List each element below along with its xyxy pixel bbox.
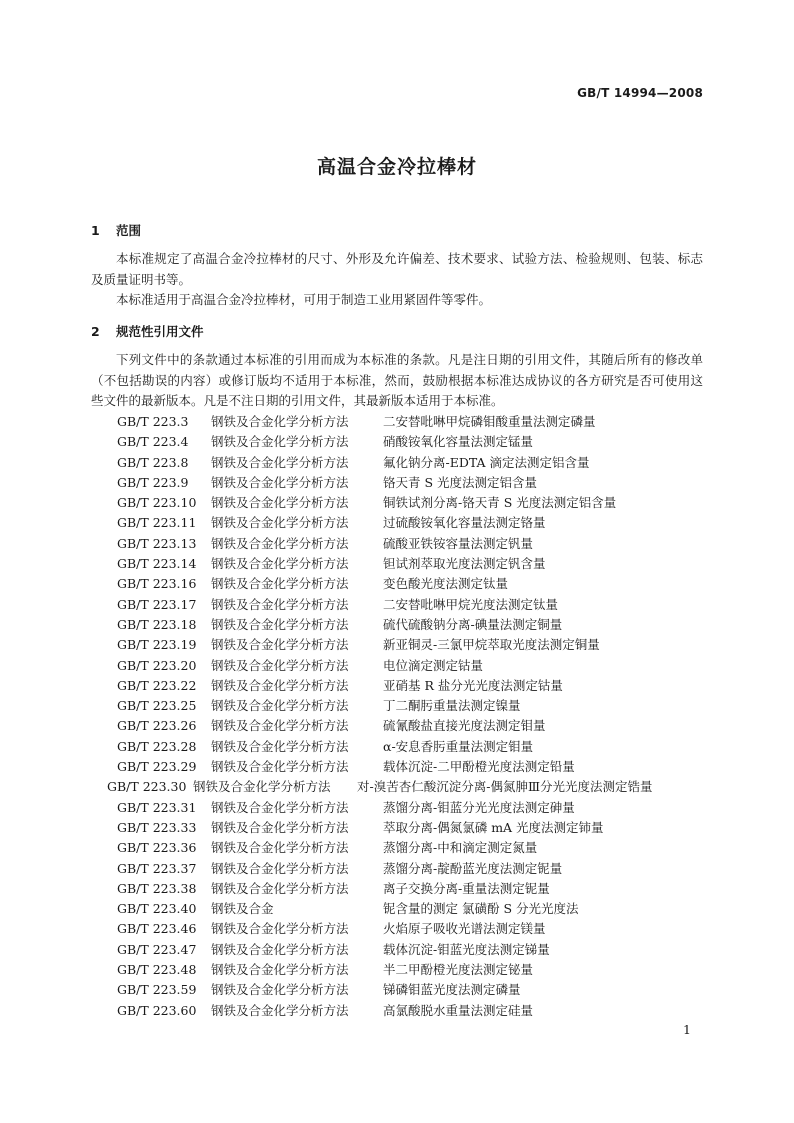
section-1-paragraph-1: 本标准规定了高温合金冷拉棒材的尺寸、外形及允许偏差、技术要求、试验方法、检验规则、包装、标志及质量证明书等。	[91, 251, 703, 287]
reference-method: 硝酸铵氧化容量法测定锰量	[383, 434, 534, 450]
reference-category: 钢铁及合金化学分析方法	[211, 474, 349, 490]
reference-category: 钢铁及合金化学分析方法	[211, 495, 349, 511]
reference-category: 钢铁及合金化学分析方法	[211, 434, 349, 450]
reference-method: 钽试剂萃取光度法测定钒含量	[383, 556, 546, 572]
reference-item	[117, 899, 717, 919]
reference-list	[107, 412, 717, 1021]
reference-item	[117, 980, 717, 1000]
reference-category: 钢铁及合金化学分析方法	[211, 698, 349, 714]
reference-category: 钢铁及合金化学分析方法	[211, 576, 349, 592]
reference-code: GB/T 223.3	[117, 414, 189, 429]
reference-item	[117, 615, 717, 635]
reference-method: 离子交换分离-重量法测定铌量	[383, 880, 550, 896]
reference-code: GB/T 223.18	[117, 616, 197, 632]
reference-item	[117, 574, 717, 594]
reference-code: GB/T 223.20	[117, 657, 197, 673]
reference-method: 丁二酮肟重量法测定镍量	[383, 698, 521, 714]
reference-item	[117, 493, 717, 513]
reference-item	[117, 737, 717, 757]
section-2-number: 2	[91, 324, 100, 339]
reference-method: 载体沉淀-二甲酚橙光度法测定铅量	[383, 759, 575, 775]
reference-code: GB/T 223.33	[117, 819, 197, 835]
reference-code: GB/T 223.30	[107, 779, 187, 795]
reference-item	[117, 1001, 717, 1021]
reference-item	[107, 777, 717, 797]
reference-item	[117, 513, 717, 533]
reference-code: GB/T 223.4	[117, 434, 189, 450]
reference-method: 新亚铜灵-三氯甲烷萃取光度法测定铜量	[383, 637, 600, 653]
reference-method: 硫酸亚铁铵容量法测定钒量	[383, 535, 534, 551]
document-title: 高温合金冷拉棒材	[316, 156, 477, 178]
reference-category: 钢铁及合金化学分析方法	[211, 1002, 349, 1018]
reference-item	[117, 696, 717, 716]
reference-item	[117, 676, 717, 696]
reference-method: 铌含量的测定 氯磺酚 S 分光光度法	[383, 901, 579, 917]
reference-category: 钢铁及合金化学分析方法	[211, 677, 349, 693]
reference-category: 钢铁及合金化学分析方法	[211, 414, 349, 429]
reference-item	[117, 818, 717, 838]
reference-item	[117, 716, 717, 736]
reference-method: 二安替吡啉甲烷光度法测定钛量	[383, 596, 559, 612]
reference-method: 锑磷钼蓝光度法测定磷量	[383, 982, 521, 998]
reference-category: 钢铁及合金化学分析方法	[211, 454, 349, 470]
reference-category: 钢铁及合金化学分析方法	[211, 637, 349, 653]
reference-code: GB/T 223.25	[117, 698, 197, 714]
reference-category: 钢铁及合金化学分析方法	[211, 921, 349, 937]
reference-method: 电位滴定测定钴量	[383, 657, 484, 673]
standard-code: GB/T 14994—2008	[577, 86, 703, 100]
reference-category: 钢铁及合金化学分析方法	[211, 515, 349, 531]
reference-method: 半二甲酚橙光度法测定铋量	[383, 962, 534, 978]
reference-category: 钢铁及合金化学分析方法	[211, 962, 349, 978]
reference-method: 硫代硫酸钠分离-碘量法测定铜量	[383, 616, 563, 632]
section-1-paragraph-2: 本标准适用于高温合金冷拉棒材，可用于制造工业用紧固件等零件。	[116, 292, 492, 307]
reference-category: 钢铁及合金化学分析方法	[211, 616, 349, 632]
reference-item	[117, 656, 717, 676]
reference-code: GB/T 223.13	[117, 535, 197, 551]
reference-item	[117, 757, 717, 777]
reference-method: 二安替吡啉甲烷磷钼酸重量法测定磷量	[383, 414, 596, 429]
reference-code: GB/T 223.47	[117, 941, 197, 957]
reference-method: 蒸馏分离-中和滴定测定氮量	[383, 840, 538, 856]
reference-category: 钢铁及合金化学分析方法	[211, 941, 349, 957]
reference-code: GB/T 223.38	[117, 880, 197, 896]
reference-code: GB/T 223.31	[117, 799, 197, 815]
reference-method: 铜铁试剂分离-铬天青 S 光度法测定铝含量	[383, 495, 617, 511]
reference-method: α-安息香肟重量法测定钼量	[383, 738, 534, 754]
reference-method: 过硫酸铵氧化容量法测定铬量	[383, 515, 546, 531]
reference-code: GB/T 223.59	[117, 982, 197, 998]
section-2-paragraph-1: 下列文件中的条款通过本标准的引用而成为本标准的条款。凡是注日期的引用文件，其随后所有的修改单（不包括勘误的内容）或修订版均不适用于本标准，然而，鼓励根据本标准达成协议的各方研究是否可使用这些文件的最新版本。凡是不注日期的引用文件，其最新版本适用于本标准。	[91, 352, 703, 408]
reference-code: GB/T 223.22	[117, 677, 197, 693]
reference-code: GB/T 223.28	[117, 738, 197, 754]
reference-code: GB/T 223.10	[117, 495, 197, 511]
reference-item	[117, 798, 717, 818]
section-1-heading	[91, 221, 141, 239]
reference-item	[117, 635, 717, 655]
reference-category: 钢铁及合金化学分析方法	[211, 840, 349, 856]
reference-code: GB/T 223.37	[117, 860, 197, 876]
reference-item	[117, 554, 717, 574]
reference-category: 钢铁及合金化学分析方法	[211, 535, 349, 551]
reference-item	[117, 879, 717, 899]
reference-category: 钢铁及合金化学分析方法	[211, 596, 349, 612]
reference-category: 钢铁及合金化学分析方法	[211, 657, 349, 673]
reference-item	[117, 960, 717, 980]
reference-method: 蒸馏分离-靛酚蓝光度法测定铌量	[383, 860, 563, 876]
reference-method: 载体沉淀-钼蓝光度法测定锑量	[383, 941, 550, 957]
reference-method: 火焰原子吸收光谱法测定镁量	[383, 921, 546, 937]
reference-method: 铬天青 S 光度法测定铝含量	[383, 474, 538, 490]
section-1-title: 范围	[116, 223, 142, 238]
reference-category: 钢铁及合金化学分析方法	[211, 982, 349, 998]
reference-code: GB/T 223.46	[117, 921, 197, 937]
reference-category: 钢铁及合金化学分析方法	[211, 799, 349, 815]
reference-method: 硫氰酸盐直接光度法测定钼量	[383, 718, 546, 734]
page-number: 1	[683, 1022, 691, 1037]
reference-category: 钢铁及合金化学分析方法	[211, 759, 349, 775]
reference-code: GB/T 223.9	[117, 474, 189, 490]
reference-code: GB/T 223.11	[117, 515, 197, 531]
reference-category: 钢铁及合金化学分析方法	[211, 556, 349, 572]
section-2-title: 规范性引用文件	[116, 324, 204, 339]
reference-code: GB/T 223.17	[117, 596, 197, 612]
reference-code: GB/T 223.48	[117, 962, 197, 978]
reference-category: 钢铁及合金化学分析方法	[193, 779, 331, 795]
reference-item	[117, 595, 717, 615]
reference-category: 钢铁及合金化学分析方法	[211, 819, 349, 835]
reference-item	[117, 919, 717, 939]
reference-item	[117, 412, 717, 432]
reference-item	[117, 859, 717, 879]
reference-category: 钢铁及合金化学分析方法	[211, 860, 349, 876]
reference-method: 亚硝基 R 盐分光光度法测定钴量	[383, 677, 563, 693]
reference-code: GB/T 223.60	[117, 1002, 197, 1018]
reference-method: 萃取分离-偶氮氯磷 mA 光度法测定铈量	[383, 819, 604, 835]
reference-category: 钢铁及合金化学分析方法	[211, 880, 349, 896]
reference-method: 高氯酸脱水重量法测定硅量	[383, 1002, 534, 1018]
reference-item	[117, 534, 717, 554]
reference-code: GB/T 223.19	[117, 637, 197, 653]
reference-code: GB/T 223.36	[117, 840, 197, 856]
reference-code: GB/T 223.16	[117, 576, 197, 592]
reference-category: 钢铁及合金化学分析方法	[211, 718, 349, 734]
reference-code: GB/T 223.40	[117, 901, 197, 917]
reference-code: GB/T 223.14	[117, 556, 197, 572]
reference-method: 变色酸光度法测定钛量	[383, 576, 509, 592]
reference-method: 对-溴苦杏仁酸沉淀分离-偶氮胂Ⅲ分光光度法测定锆量	[357, 779, 653, 795]
reference-item	[117, 432, 717, 452]
section-1-number: 1	[91, 223, 100, 238]
reference-method: 氟化钠分离-EDTA 滴定法测定铝含量	[383, 454, 590, 470]
reference-category: 钢铁及合金化学分析方法	[211, 738, 349, 754]
section-2-heading	[91, 322, 204, 340]
reference-item	[117, 473, 717, 493]
reference-item	[117, 453, 717, 473]
reference-code: GB/T 223.26	[117, 718, 197, 734]
reference-category: 钢铁及合金	[211, 901, 274, 917]
reference-code: GB/T 223.29	[117, 759, 197, 775]
reference-code: GB/T 223.8	[117, 454, 189, 470]
reference-method: 蒸馏分离-钼蓝分光光度法测定砷量	[383, 799, 575, 815]
reference-item	[117, 940, 717, 960]
reference-item	[117, 838, 717, 858]
